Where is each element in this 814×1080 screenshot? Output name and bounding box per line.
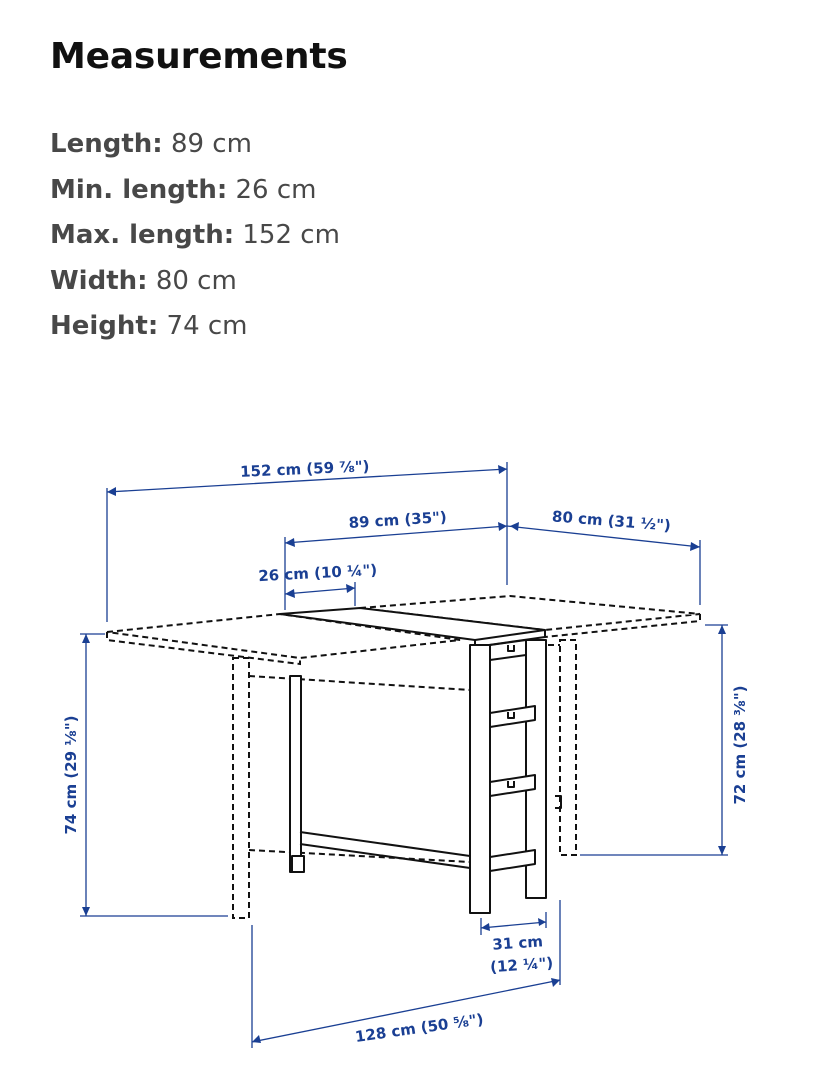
height-label: 74 cm (29 ⅛") — [62, 715, 80, 835]
max-length-label: 152 cm (59 ⅞") — [239, 457, 370, 481]
arrow-head — [285, 589, 295, 598]
base-length-label: 128 cm (50 ⅝") — [353, 1010, 485, 1046]
arrow-head — [82, 907, 90, 916]
arrow-head — [481, 923, 490, 931]
dimension-labels — [62, 457, 749, 1046]
spec-label: Min. length: — [50, 174, 228, 205]
spec-max-length — [50, 213, 340, 259]
arrow-head — [252, 1035, 261, 1043]
arrow-head — [498, 465, 507, 474]
left-swing-rail — [249, 676, 470, 862]
spec-value: 89 cm — [170, 129, 252, 159]
spec-label: Width: — [50, 265, 148, 296]
length-label: 89 cm (35") — [348, 508, 448, 532]
spec-width — [50, 259, 340, 305]
arrow-head — [718, 846, 726, 855]
arrow-head — [498, 522, 507, 531]
arrow-head — [107, 487, 116, 496]
arrow-head — [690, 542, 700, 551]
arrow-head — [538, 918, 546, 926]
depth-label-line1: 31 cm — [491, 932, 544, 954]
measurements-list — [50, 122, 340, 350]
spec-min-length — [50, 168, 340, 214]
max-length-dim-line — [107, 462, 507, 622]
drawer-small-handle — [508, 645, 514, 651]
depth-label-line2: (12 ¼") — [489, 953, 554, 977]
spec-height — [50, 304, 340, 350]
table-dimension-diagram — [0, 380, 814, 1080]
inner-height-label: 72 cm (28 ⅜") — [731, 685, 749, 805]
spec-label: Length: — [50, 129, 163, 159]
dimension-lines — [80, 462, 728, 1048]
width-label: 80 cm (31 ½") — [551, 507, 672, 535]
spec-length — [50, 122, 340, 168]
min-length-dim-line — [285, 582, 355, 606]
min-length-label: 26 cm (10 ¼") — [257, 560, 378, 586]
page-title: Measurements — [50, 36, 348, 77]
stretcher — [300, 832, 470, 868]
spec-label: Max. length: — [50, 220, 235, 250]
spec-label: Height: — [50, 311, 159, 341]
table-drawing — [107, 596, 700, 918]
height-dim-line — [80, 634, 228, 916]
arrow-head — [346, 584, 355, 593]
spec-value: 152 cm — [242, 220, 340, 250]
spec-value: 26 cm — [235, 174, 317, 205]
front-left-leg — [470, 645, 490, 913]
arrow-head — [82, 634, 90, 643]
inner-height-dim-line — [580, 625, 728, 855]
arrow-head — [718, 625, 726, 634]
right-swing-leg — [560, 640, 576, 855]
spec-value: 80 cm — [155, 265, 237, 296]
arrow-head — [551, 978, 560, 987]
back-leg — [290, 676, 301, 872]
arrow-head — [510, 522, 519, 531]
spec-value: 74 cm — [166, 311, 248, 341]
depth-dim-line — [481, 912, 546, 935]
arrow-head — [285, 538, 295, 547]
hinge — [555, 796, 561, 808]
foot-block — [292, 856, 304, 872]
left-swing-leg — [233, 658, 249, 918]
width-dim-line — [507, 526, 700, 605]
